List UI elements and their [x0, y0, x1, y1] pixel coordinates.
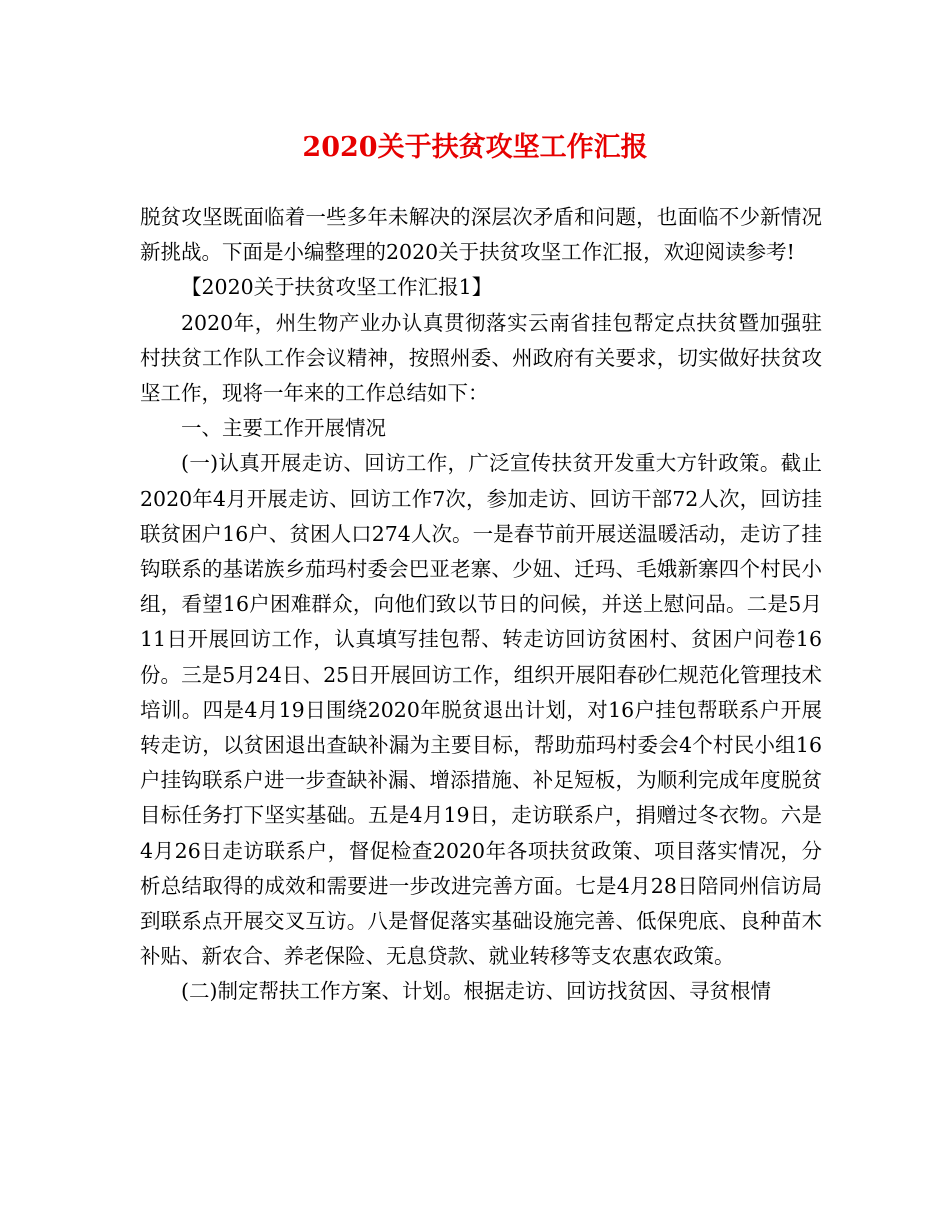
summary-paragraph: 2020年，州生物产业办认真贯彻落实云南省挂包帮定点扶贫暨加强驻村扶贫工作队工作会议精神，按照州委、州政府有关要求，切实做好扶贫攻坚工作，现将一年来的工作总结如下： — [140, 310, 822, 406]
document-body — [140, 200, 822, 1010]
section-heading-main-work: 一、主要工作开展情况 — [181, 416, 386, 441]
paragraph-plan: (二)制定帮扶工作方案、计划。根据走访、回访找贫因、寻贫根情 — [181, 979, 771, 1004]
document-title: 2020关于扶贫攻坚工作汇报 — [302, 132, 648, 163]
section-heading-report-1: 【2020关于扶贫攻坚工作汇报1】 — [181, 275, 493, 300]
intro-paragraph: 脱贫攻坚既面临着一些多年未解决的深层次矛盾和问题，也面临不少新情况新挑战。下面是小编整理的2020关于扶贫攻坚工作汇报，欢迎阅读参考! — [140, 205, 822, 265]
paragraph-visits: (一)认真开展走访、回访工作，广泛宣传扶贫开发重大方针政策。截止2020年4月开展走访、回访工作7次，参加走访、回访干部72人次，回访挂联贫困户16户、贫困人口274人次。一是春节前开展送温暖活动，走访了挂钩联系的基诺族乡茄玛村委会巴亚老寨、少妞、迁玛、毛娥新寨四个村民小组，看望16户困难群众，向他们致以节日的问候，并送上慰问品。二是5月11日开展回访工作，认真填写挂包帮、转走访回访贫困村、贫困户问卷16份。三是5月24日、25日开展回访工作，组织开展阳春砂仁规范化管理技术培训。四是4月19日围绕2020年脱贫退出计划，对16户挂包帮联系户开展转走访，以贫困退出查缺补漏为主要目标，帮助茄玛村委会4个村民小组16户挂钩联系户进一步查缺补漏、增添措施、补足短板，为顺利完成年度脱贫目标任务打下坚实基础。五是4月19日，走访联系户，捐赠过冬衣物。六是4月26日走访联系户，督促检查2020年各项扶贫政策、项目落实情况，分析总结取得的成效和需要进一步改进完善方面。七是4月28日陪同州信访局到联系点开展交叉互访。八是督促落实基础设施完善、低保兜底、良种苗木补贴、新农合、养老保险、无息贷款、就业转移等支农惠农政策。 — [140, 451, 822, 969]
